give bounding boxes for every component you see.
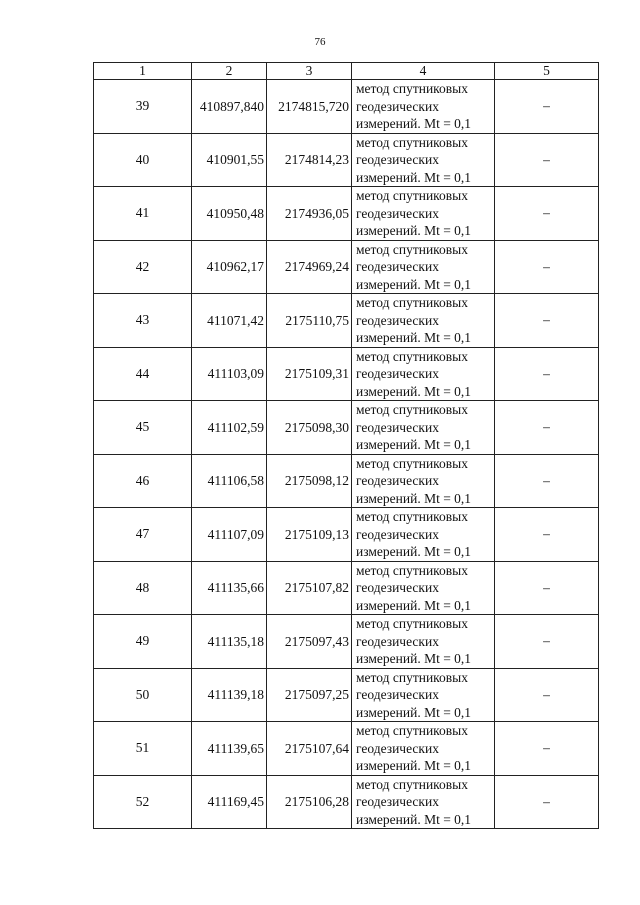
method-cell: метод спутниковых геодезических измерений. Mt = 0,1 (352, 508, 495, 562)
y-coordinate-cell: 2174815,720 (267, 80, 352, 134)
note-cell: – (495, 347, 599, 401)
method-cell: метод спутниковых геодезических измерений. Mt = 0,1 (352, 240, 495, 294)
x-coordinate-cell: 411103,09 (192, 347, 267, 401)
table-row (94, 240, 599, 294)
method-cell: метод спутниковых геодезических измерений. Mt = 0,1 (352, 454, 495, 508)
table-row (94, 454, 599, 508)
x-coordinate-cell: 411135,18 (192, 615, 267, 669)
method-cell: метод спутниковых геодезических измерений. Mt = 0,1 (352, 401, 495, 455)
method-cell: метод спутниковых геодезических измерений. Mt = 0,1 (352, 775, 495, 829)
method-cell: метод спутниковых геодезических измерений. Mt = 0,1 (352, 561, 495, 615)
x-coordinate-cell: 410950,48 (192, 187, 267, 241)
table-row (94, 347, 599, 401)
method-cell: метод спутниковых геодезических измерений. Mt = 0,1 (352, 615, 495, 669)
point-number-cell: 44 (94, 347, 192, 401)
note-cell: – (495, 775, 599, 829)
x-coordinate-cell: 410962,17 (192, 240, 267, 294)
method-cell: метод спутниковых геодезических измерений. Mt = 0,1 (352, 187, 495, 241)
x-coordinate-cell: 410901,55 (192, 133, 267, 187)
note-cell: – (495, 401, 599, 455)
note-cell: – (495, 454, 599, 508)
y-coordinate-cell: 2175098,12 (267, 454, 352, 508)
note-cell: – (495, 80, 599, 134)
x-coordinate-cell: 411071,42 (192, 294, 267, 348)
column-header: 5 (495, 63, 599, 80)
method-cell: метод спутниковых геодезических измерений. Mt = 0,1 (352, 722, 495, 776)
point-number-cell: 50 (94, 668, 192, 722)
point-number-cell: 43 (94, 294, 192, 348)
page-number: 76 (314, 36, 326, 48)
y-coordinate-cell: 2174936,05 (267, 187, 352, 241)
y-coordinate-cell: 2175097,43 (267, 615, 352, 669)
table-row (94, 668, 599, 722)
table-row (94, 615, 599, 669)
table-row (94, 133, 599, 187)
table-row (94, 722, 599, 776)
column-header: 4 (352, 63, 495, 80)
x-coordinate-cell: 411107,09 (192, 508, 267, 562)
point-number-cell: 52 (94, 775, 192, 829)
point-number-cell: 48 (94, 561, 192, 615)
x-coordinate-cell: 411102,59 (192, 401, 267, 455)
note-cell: – (495, 561, 599, 615)
note-cell: – (495, 722, 599, 776)
point-number-cell: 51 (94, 722, 192, 776)
point-number-cell: 47 (94, 508, 192, 562)
y-coordinate-cell: 2174814,23 (267, 133, 352, 187)
point-number-cell: 46 (94, 454, 192, 508)
y-coordinate-cell: 2175098,30 (267, 401, 352, 455)
y-coordinate-cell: 2175107,64 (267, 722, 352, 776)
point-number-cell: 40 (94, 133, 192, 187)
note-cell: – (495, 508, 599, 562)
y-coordinate-cell: 2175106,28 (267, 775, 352, 829)
y-coordinate-cell: 2175110,75 (267, 294, 352, 348)
note-cell: – (495, 133, 599, 187)
method-cell: метод спутниковых геодезических измерений. Mt = 0,1 (352, 668, 495, 722)
note-cell: – (495, 294, 599, 348)
table-row (94, 187, 599, 241)
table-row (94, 508, 599, 562)
note-cell: – (495, 187, 599, 241)
point-number-cell: 41 (94, 187, 192, 241)
method-cell: метод спутниковых геодезических измерений. Mt = 0,1 (352, 294, 495, 348)
note-cell: – (495, 668, 599, 722)
table-body (94, 80, 599, 829)
y-coordinate-cell: 2175109,31 (267, 347, 352, 401)
table-row (94, 775, 599, 829)
y-coordinate-cell: 2175097,25 (267, 668, 352, 722)
x-coordinate-cell: 411169,45 (192, 775, 267, 829)
y-coordinate-cell: 2174969,24 (267, 240, 352, 294)
column-header: 3 (267, 63, 352, 80)
point-number-cell: 39 (94, 80, 192, 134)
note-cell: – (495, 240, 599, 294)
point-number-cell: 42 (94, 240, 192, 294)
x-coordinate-cell: 411139,18 (192, 668, 267, 722)
table-row (94, 561, 599, 615)
point-number-cell: 45 (94, 401, 192, 455)
y-coordinate-cell: 2175109,13 (267, 508, 352, 562)
method-cell: метод спутниковых геодезических измерений. Mt = 0,1 (352, 80, 495, 134)
table-header-row (94, 63, 599, 80)
table-row (94, 80, 599, 134)
x-coordinate-cell: 410897,840 (192, 80, 267, 134)
x-coordinate-cell: 411139,65 (192, 722, 267, 776)
y-coordinate-cell: 2175107,82 (267, 561, 352, 615)
coordinates-table (93, 62, 599, 829)
method-cell: метод спутниковых геодезических измерений. Mt = 0,1 (352, 347, 495, 401)
column-header: 1 (94, 63, 192, 80)
x-coordinate-cell: 411135,66 (192, 561, 267, 615)
point-number-cell: 49 (94, 615, 192, 669)
column-header: 2 (192, 63, 267, 80)
x-coordinate-cell: 411106,58 (192, 454, 267, 508)
method-cell: метод спутниковых геодезических измерений. Mt = 0,1 (352, 133, 495, 187)
table-row (94, 401, 599, 455)
note-cell: – (495, 615, 599, 669)
table-row (94, 294, 599, 348)
